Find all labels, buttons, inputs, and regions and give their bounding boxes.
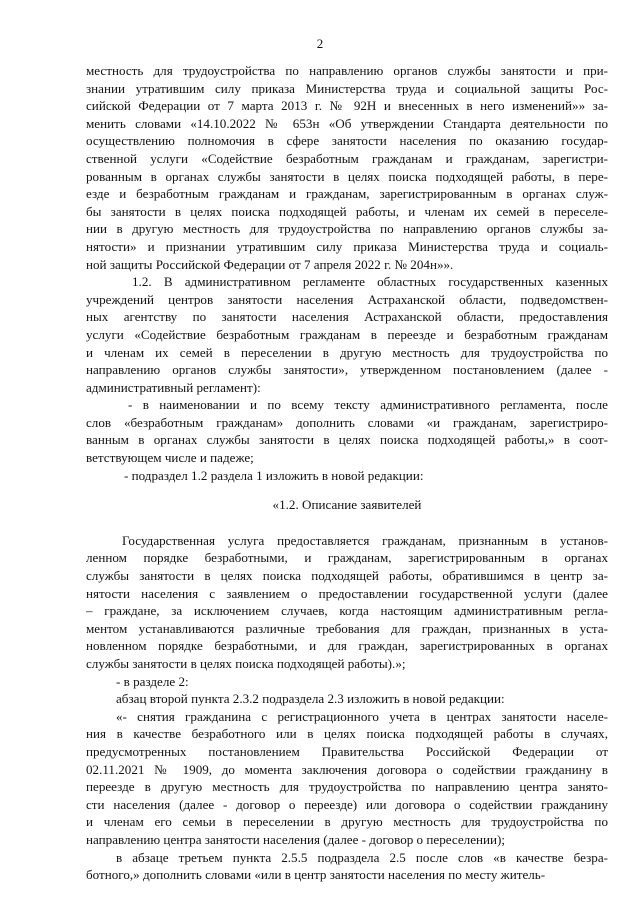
text-line: осуществлению полномочия в сфере занятости населения по оказанию государ-	[86, 133, 608, 149]
text-line: ной защиты Российской Федерации от 7 апреля 2022 г. № 204н»».	[86, 256, 454, 272]
text-line: в абзаце третьем пункта 2.5.5 подраздела 2.5 после слов «в качестве безра-	[116, 849, 608, 865]
text-line: ленном порядке безработными, и гражданам, зарегистрированным в органах	[86, 550, 608, 566]
paragraph-item-2-3-2	[86, 690, 608, 708]
text-line: Государственная услуга предоставляется гражданам, признанным в установ-	[122, 532, 608, 548]
paragraph-amendment-continuation	[86, 62, 608, 273]
paragraph-item-2-5-5	[86, 849, 608, 884]
text-line: и членам их семей в переселении в другую местность для трудоустройства по	[86, 344, 608, 360]
text-line: переезде в другую местность для трудоустройства по направлению центра занято-	[86, 779, 608, 795]
text-line: ственной услуги «Содействие безработным гражданам и гражданам, зарегистри-	[86, 150, 608, 166]
text-line: и членам его семьи в переселении в другую местность для трудоустройства по	[86, 814, 608, 830]
text-line: езде и безработным гражданам и гражданам, зарегистрированным в органах служ-	[86, 186, 608, 202]
text-line: абзац второй пункта 2.3.2 подраздела 2.3 изложить в новой редакции:	[116, 691, 505, 707]
text-line: нии в другую местность для трудоустройства по направлению органов службы за-	[86, 221, 608, 237]
text-line: ванным в органах службы занятости в целях поиска подходящей работы,» в соот-	[86, 432, 608, 448]
page-number: 2	[316, 36, 324, 51]
paragraph-1-2-regulation	[86, 273, 608, 396]
text-line: - подраздел 1.2 раздела 1 изложить в новой редакции:	[124, 467, 424, 483]
text-line: местность для трудоустройства по направлению органов службы занятости и при-	[86, 63, 608, 78]
text-line: - в разделе 2:	[116, 673, 189, 689]
section-heading-applicants: «1.2. Описание заявителей	[272, 497, 422, 513]
text-line: нятости населения с заявлением о предоставлении государственной услуги (далее	[86, 585, 608, 601]
text-line: сти населения (далее - договор о переезде) или договора о содействии гражданину	[86, 796, 608, 812]
paragraph-applicants-description	[86, 532, 608, 673]
text-line: 1.2. В административном регламенте областных государственных казенных	[132, 274, 608, 290]
paragraph-name-change	[86, 396, 608, 466]
text-line: нятости» и признании утратившим силу приказа Министерства труда и социаль-	[86, 238, 608, 254]
text-line: «- снятия гражданина с регистрационного учета в центрах занятости населе-	[116, 708, 608, 724]
text-line: знании утратившим силу приказа Министерства труда и социальной защиты Рос-	[86, 80, 608, 96]
text-line: ментом устанавливаются различные требования для граждан, признанных в уста-	[86, 620, 608, 636]
text-line: направлению органов службы занятости», утвержденном постановлением (далее -	[86, 362, 608, 378]
text-line: новленном порядке безработными, и для граждан, зарегистрированных в органах	[86, 638, 608, 654]
text-line: рованным в органах службы занятости в целях поиска подходящей работы, в пере-	[86, 168, 608, 184]
text-line: административный регламент):	[86, 379, 261, 395]
text-line: 02.11.2021 № 1909, до момента заключения договора о содействии гражданину в	[86, 761, 608, 777]
text-line: ных агентству по занятости населения Астраханской области, предоставления	[86, 309, 608, 325]
text-line: - в наименовании и по всему тексту административного регламента, после	[128, 397, 608, 413]
text-line: слов «безработным гражданам» дополнить словами «и гражданам, зарегистриро-	[86, 414, 608, 430]
text-line: предусмотренных постановлением Правительства Российской Федерации от	[86, 743, 608, 759]
paragraph-subsection-replace	[86, 467, 608, 485]
text-line: ния в качестве безработного или в целях поиска подходящей работы в случаях,	[86, 726, 608, 742]
paragraph-deregistration	[86, 708, 608, 849]
text-line: сийской Федерации от 7 марта 2013 г. № 92Н и внесенных в него изменений»» за-	[86, 98, 608, 114]
text-line: службы занятости в целях поиска подходящей работы).»;	[86, 656, 406, 671]
text-line: ветствующем числе и падеже;	[86, 450, 254, 466]
text-line: бы занятости в целях поиска подходящей работы, и членам их семей в переселе-	[86, 203, 608, 219]
text-line: службы занятости в целях поиска подходящей работы, обратившимся в центр за-	[86, 568, 608, 584]
text-line: направлению центра занятости населения (далее - договор о переселении);	[86, 831, 506, 847]
text-line: менить словами «14.10.2022 № 653н «Об утверждении Стандарта деятельности по	[86, 115, 608, 131]
document-body	[86, 62, 608, 884]
text-line: ботного,» дополнить словами «или в центр занятости населения по месту житель-	[86, 867, 546, 883]
paragraph-section-2	[86, 673, 608, 691]
text-line: – граждане, за исключением случаев, когда настоящим административным регла-	[86, 603, 608, 619]
text-line: услуги «Содействие безработным гражданам в переезде и безработным гражданам	[86, 326, 608, 342]
text-line: учреждений центров занятости населения Астраханской области, подведомствен-	[86, 291, 608, 307]
